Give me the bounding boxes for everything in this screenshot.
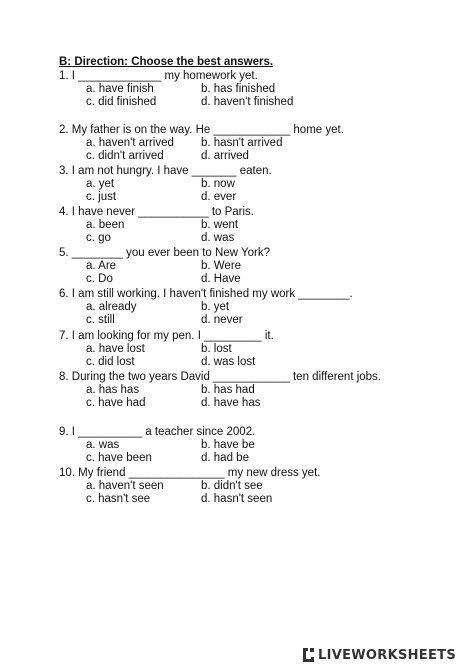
question-5-stem: 5. ________ you ever been to New York? bbox=[59, 247, 270, 259]
question-1-options bbox=[59, 83, 469, 109]
question-7-options bbox=[59, 343, 469, 369]
question-5 bbox=[59, 247, 469, 286]
option-c[interactable]: c. didn't arrived bbox=[86, 150, 164, 162]
option-a[interactable]: a. haven't arrived bbox=[86, 137, 174, 149]
option-b[interactable]: b. yet bbox=[201, 301, 230, 313]
question-10 bbox=[59, 467, 469, 506]
question-6-stem: 6. I am still working. I haven't finished my work ________. bbox=[59, 288, 353, 300]
question-3-options bbox=[59, 178, 469, 204]
option-a[interactable]: a. been bbox=[86, 219, 125, 231]
option-b[interactable]: b. has had bbox=[201, 384, 255, 396]
option-d[interactable]: d. Have bbox=[201, 273, 241, 285]
option-d[interactable]: d. arrived bbox=[201, 150, 249, 162]
question-4 bbox=[59, 206, 469, 245]
liveworksheets-brand: LIVEWORKSHEETS bbox=[318, 647, 456, 663]
option-b[interactable]: b. now bbox=[201, 178, 235, 190]
option-c[interactable]: c. still bbox=[86, 314, 115, 326]
option-d[interactable]: d. was lost bbox=[201, 356, 256, 368]
question-4-options bbox=[59, 219, 469, 245]
option-d[interactable]: d. was bbox=[201, 232, 235, 244]
option-d[interactable]: d. never bbox=[201, 314, 243, 326]
option-a[interactable]: a. Are bbox=[86, 260, 117, 272]
question-6 bbox=[59, 288, 469, 327]
question-2-stem: 2. My father is on the way. He ____________ home yet. bbox=[59, 124, 344, 136]
question-7-stem: 7. I am looking for my pen. I _________ it. bbox=[59, 330, 274, 342]
question-5-options bbox=[59, 260, 469, 286]
question-10-options bbox=[59, 480, 469, 506]
option-d[interactable]: d. have has bbox=[201, 397, 261, 409]
question-8-options bbox=[59, 384, 469, 410]
liveworksheets-footer bbox=[301, 647, 456, 663]
option-c[interactable]: c. just bbox=[86, 191, 117, 203]
option-b[interactable]: b. went bbox=[201, 219, 239, 231]
direction-heading: B: Direction: Choose the best answers. bbox=[59, 56, 274, 68]
option-c[interactable]: c. Do bbox=[86, 273, 113, 285]
option-c[interactable]: c. have had bbox=[86, 397, 146, 409]
question-7 bbox=[59, 330, 469, 369]
question-4-stem: 4. I have never ___________ to Paris. bbox=[59, 206, 255, 218]
option-b[interactable]: b. has finished bbox=[201, 83, 276, 95]
option-a[interactable]: a. yet bbox=[86, 178, 115, 190]
option-c[interactable]: c. did lost bbox=[86, 356, 135, 368]
option-c[interactable]: c. did finished bbox=[86, 96, 157, 108]
question-9-stem: 9. I __________ a teacher since 2002. bbox=[59, 426, 256, 438]
option-d[interactable]: d. ever bbox=[201, 191, 237, 203]
question-2 bbox=[59, 124, 469, 163]
option-c[interactable]: c. hasn't see bbox=[86, 493, 151, 505]
option-a[interactable]: a. has has bbox=[86, 384, 140, 396]
option-a[interactable]: a. have finish bbox=[86, 83, 154, 95]
question-1-stem: 1. I _____________ my homework yet. bbox=[59, 70, 258, 82]
option-a[interactable]: a. already bbox=[86, 301, 137, 313]
question-1 bbox=[59, 70, 469, 109]
option-d[interactable]: d. hasn't seen bbox=[201, 493, 273, 505]
option-b[interactable]: b. have be bbox=[201, 439, 255, 451]
question-3 bbox=[59, 165, 469, 204]
liveworksheets-logo-icon bbox=[301, 647, 315, 663]
question-9 bbox=[59, 426, 469, 465]
question-6-options bbox=[59, 301, 469, 327]
option-d[interactable]: d. haven't finished bbox=[201, 96, 294, 108]
question-9-options bbox=[59, 439, 469, 465]
question-10-stem: 10. My friend _______________ my new dress yet. bbox=[59, 467, 321, 479]
option-c[interactable]: c. have been bbox=[86, 452, 152, 464]
option-a[interactable]: a. was bbox=[86, 439, 120, 451]
option-a[interactable]: a. haven't seen bbox=[86, 480, 164, 492]
option-b[interactable]: b. lost bbox=[201, 343, 232, 355]
option-b[interactable]: b. didn't see bbox=[201, 480, 263, 492]
question-3-stem: 3. I am not hungry. I have _______ eaten. bbox=[59, 165, 272, 177]
option-c[interactable]: c. go bbox=[86, 232, 111, 244]
question-8-stem: 8. During the two years David ____________ ten different jobs. bbox=[59, 371, 381, 383]
option-b[interactable]: b. hasn't arrived bbox=[201, 137, 283, 149]
option-a[interactable]: a. have lost bbox=[86, 343, 145, 355]
option-d[interactable]: d. had be bbox=[201, 452, 249, 464]
option-b[interactable]: b. Were bbox=[201, 260, 242, 272]
question-8 bbox=[59, 371, 469, 410]
question-2-options bbox=[59, 137, 469, 163]
